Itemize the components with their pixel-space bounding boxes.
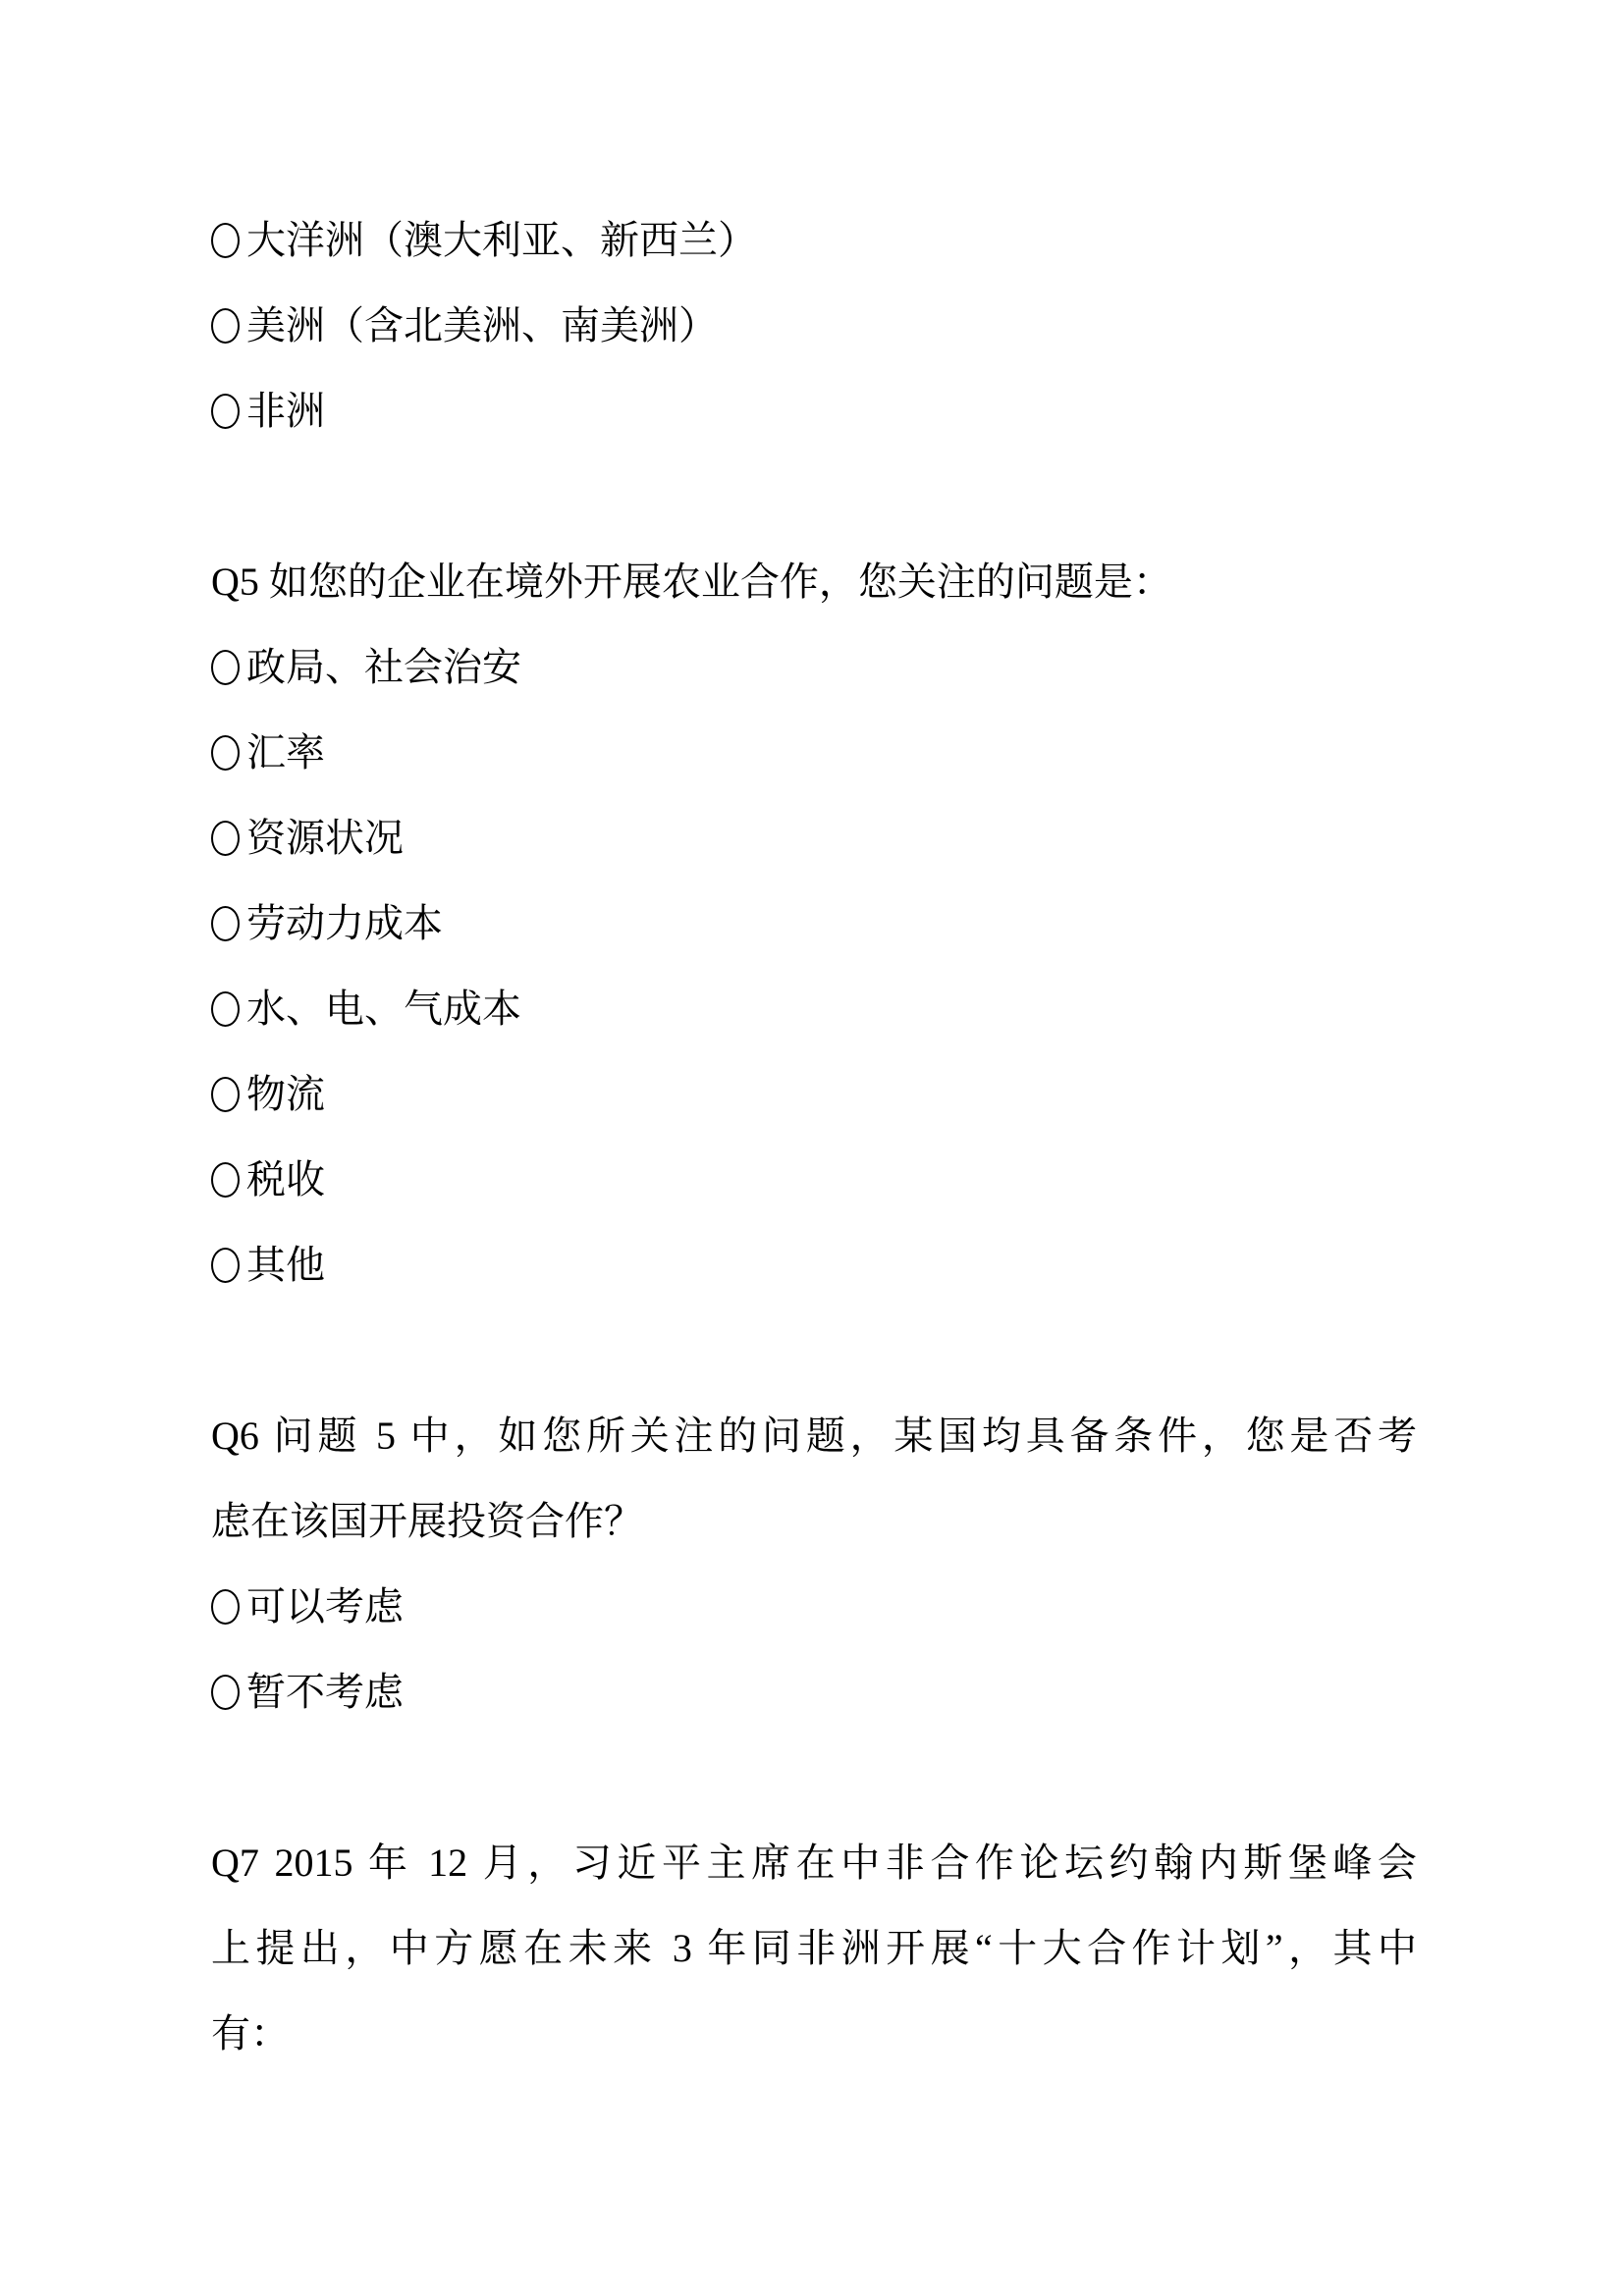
radio-icon[interactable] xyxy=(211,1162,240,1198)
option-label: 汇率 xyxy=(246,730,325,774)
page-content xyxy=(211,197,1417,2076)
option-label: 大洋洲（澳大利亚、新西兰） xyxy=(246,218,757,262)
option-row xyxy=(211,197,1417,283)
option-label: 劳动力成本 xyxy=(246,901,443,945)
option-label: 物流 xyxy=(246,1072,325,1116)
question-q5-title: Q5 如您的企业在境外开展农业合作，您关注的问题是： xyxy=(211,560,1172,604)
option-row xyxy=(211,1649,1417,1735)
question-q7-line2: 上提出，中方愿在未来 3 年同非洲开展“十大合作计划”，其中 xyxy=(211,1926,1417,1970)
radio-icon[interactable] xyxy=(211,650,240,685)
option-row xyxy=(211,881,1417,966)
question-q6 xyxy=(211,1393,1417,1735)
radio-icon[interactable] xyxy=(211,1248,240,1283)
option-row xyxy=(211,368,1417,454)
option-row xyxy=(211,1051,1417,1137)
option-label: 其他 xyxy=(246,1243,325,1287)
radio-icon[interactable] xyxy=(211,1077,240,1112)
option-label: 税收 xyxy=(246,1157,325,1201)
option-row xyxy=(211,1137,1417,1222)
radio-icon[interactable] xyxy=(211,906,240,941)
radio-icon[interactable] xyxy=(211,821,240,856)
option-row xyxy=(211,1564,1417,1649)
option-row xyxy=(211,624,1417,710)
option-row xyxy=(211,795,1417,881)
radio-icon[interactable] xyxy=(211,308,240,344)
option-row xyxy=(211,1222,1417,1308)
option-row xyxy=(211,710,1417,795)
prev-question-options xyxy=(211,197,1417,454)
radio-icon[interactable] xyxy=(211,223,240,258)
option-row xyxy=(211,283,1417,368)
option-label: 美洲（含北美洲、南美洲） xyxy=(246,303,718,347)
option-label: 政局、社会治安 xyxy=(246,645,521,689)
radio-icon[interactable] xyxy=(211,735,240,771)
option-label: 水、电、气成本 xyxy=(246,987,521,1031)
option-label: 暂不考虑 xyxy=(246,1670,404,1714)
question-q6-line1: Q6 问题 5 中，如您所关注的问题，某国均具备条件，您是否考 xyxy=(211,1414,1417,1458)
option-label: 资源状况 xyxy=(246,816,404,860)
radio-icon[interactable] xyxy=(211,394,240,429)
question-q7-line1: Q7 2015 年 12 月，习近平主席在中非合作论坛约翰内斯堡峰会 xyxy=(211,1841,1417,1885)
option-label: 可以考虑 xyxy=(246,1584,404,1629)
radio-icon[interactable] xyxy=(211,1589,240,1625)
option-label: 非洲 xyxy=(246,389,325,433)
radio-icon[interactable] xyxy=(211,991,240,1027)
question-q6-line2: 虑在该国开展投资合作？ xyxy=(211,1499,643,1543)
question-q5 xyxy=(211,539,1417,1308)
question-q7 xyxy=(211,1820,1417,2076)
question-q7-line3: 有： xyxy=(211,2011,290,2056)
option-row xyxy=(211,966,1417,1051)
radio-icon[interactable] xyxy=(211,1675,240,1710)
